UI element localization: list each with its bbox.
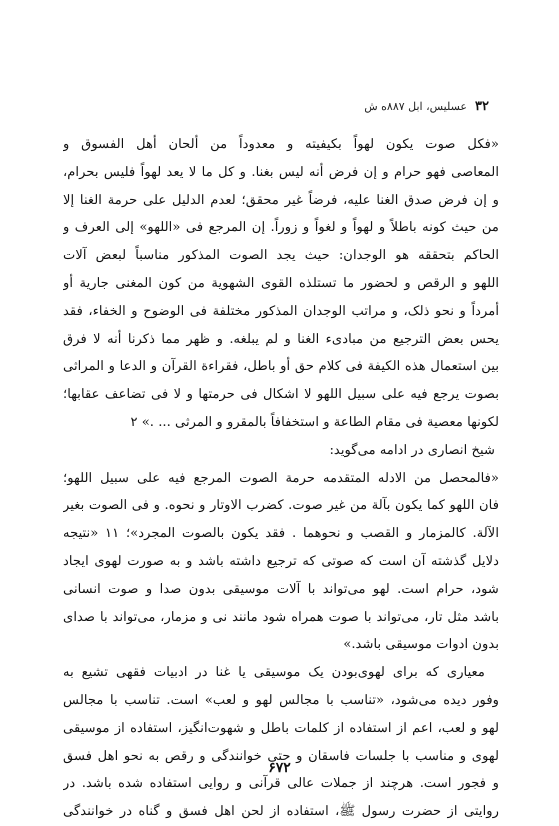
page-body (63, 131, 499, 826)
paragraph-line: لهوی و مناسب با جلسات فاسقان و حتی خوانندگی و رقص به نحو اهل فسق (63, 748, 499, 764)
body-line: المعاصی فهو حرام و إن فرض أنه لیس بغنا. و کل ما لا یعد لهواً فلیس بحرام، (63, 164, 499, 180)
body-line: «فکل صوت یکون لهواً بکیفیته و معدوداً من ألحان أهل الفسوق و (63, 137, 499, 152)
quote-line: بدون ادوات موسیقی باشد.» (343, 637, 499, 653)
paragraph-line: لهو و لعب، اعم از استفاده از کلمات باطل و شهوت‌انگیز، استفاده از موسیقی (63, 720, 499, 736)
footer-page-number: ۶۷۲ (268, 760, 291, 776)
quote-line: «فالمحصل من الادله المتقدمه حرمة الصوت المرجع فیه علی سبیل اللهو؛ (63, 470, 499, 486)
running-title: عسلیس، ابل ۸۸۷ه ش (364, 100, 467, 113)
quote-line: باشد مثل تار، می‌تواند با صوت همراه شود مانند نی و مزمار، می‌تواند با صدای (63, 609, 499, 625)
quote-line: شود، حرام است. لهو می‌تواند با آلات موسیقی بدون صدا و صوت انسانی (63, 581, 499, 597)
body-line: اللهو و الرقص و لحضور ما تستلذه القوی الشهویة من کون المغنی جاریة أو (63, 275, 499, 291)
body-line: و إن فرض صدق الغنا علیه، فرضاً غیر محقق؛ لعدم الدلیل علی حرمة الغنا إلا (63, 192, 499, 208)
body-line: بین استعمال هذه الکیفة فی کلام حق أو باطل، فقراءة القرآن و الدعا و المراثی (63, 359, 499, 375)
quote-line: الآلة. کالمزمار و القصب و نحوهما . فقد یکون بالصوت المجرد»؛ ۱۱ «نتیجه (63, 526, 499, 542)
quote-line: فان اللهو کما یکون بآلة من غیر صوت. کضرب الاوتار و نحوه. و فی الصوت بغیر (63, 498, 499, 514)
body-line: بصوت یرجع فیه علی سبیل اللهو لا اشکال فی حرمتها و لا فی تضاعف عقابها؛ (63, 387, 499, 403)
page-header (70, 100, 489, 122)
quote-line: دلایل گذشته آن است که صوتی که ترجیع داشته باشد و به صورت لهوی ایجاد (63, 553, 499, 569)
body-line: یحس بعض الترجیع من مبادیء الغنا و لم یبلغه. و ظهر مما ذکرنا أنه لا فرق (63, 331, 499, 347)
paragraph-line: و فجور است. هرچند از جملات عالی قرآنی و روایی استفاده شده باشد. در (63, 776, 499, 792)
paragraph-line: روایتی از حضرت رسول ﷺ، استفاده از لحن اهل فسق و گناه در خوانندگی (63, 804, 499, 820)
body-line: أمرداً و نحو ذلک، و مراتب الوجدان المذکور مختلفة فی الوضوح و الخفاء، فقد (63, 303, 499, 319)
intro-sentence: شیخ انصاری در ادامه می‌گوید: (329, 442, 495, 458)
header-page-number: ۳۲ (475, 99, 489, 114)
paragraph-line: وفور دیده می‌شود، «تناسب با مجالس لهو و لعب» است. تناسب با مجالس (63, 692, 499, 708)
body-line: من حیث کونه باطلاً و لهواً و لغواً و زوراً. إن المرجع فی «اللهو» إلی العرف و (63, 220, 499, 236)
paragraph-line: معیاری که برای لهوی‌بودن یک موسیقی یا غنا در ادبیات فقهی تشیع به (63, 665, 485, 681)
body-line: لکونها معصیة فی مقام الطاعة و استخفافاً بالمقرو و المرثی ... .» ۲ (130, 414, 499, 430)
body-line: الحاکم بتحققه هو الوجدان: حیث یجد الصوت المذکور مناسباً لبعض آلات (63, 248, 499, 264)
